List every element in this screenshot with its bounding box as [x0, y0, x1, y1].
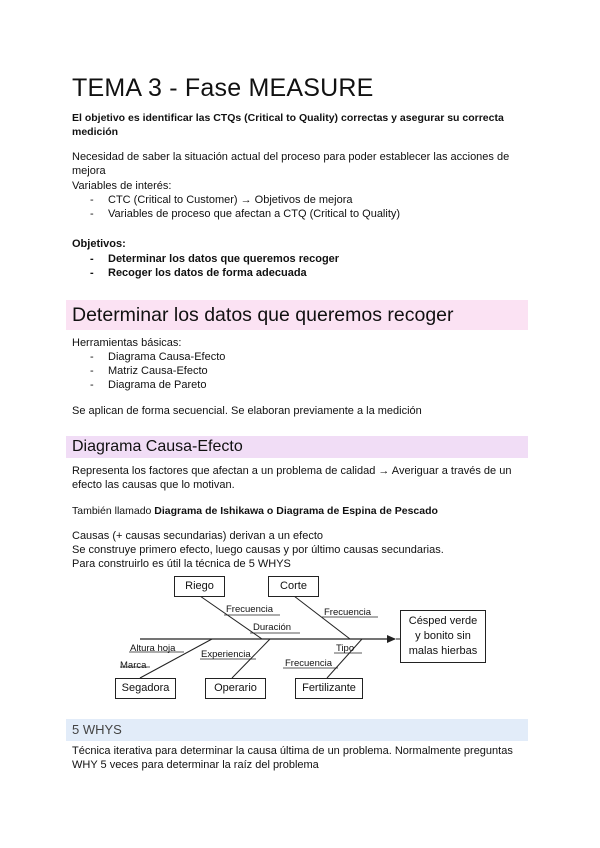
effect-label: Césped verde y bonito sin malas hierbas — [408, 615, 478, 657]
cause-box: Fertilizante — [295, 678, 363, 699]
tools-label: Herramientas básicas: — [72, 337, 182, 349]
list-item: - Recoger los datos de forma adecuada — [72, 266, 339, 280]
effect-box — [400, 610, 486, 663]
cause-box: Operario — [205, 678, 266, 699]
sub-cause-label: Frecuencia — [285, 658, 332, 669]
subsection-heading-band — [66, 719, 528, 741]
intro-objective: El objetivo es identificar las CTQs (Critical to Quality) correctas y asegurar su correcta medición — [72, 112, 504, 138]
list-item: - Matriz Causa-Efecto — [72, 364, 225, 378]
list-item: - Diagrama de Pareto — [72, 378, 225, 392]
section-heading: Determinar los datos que queremos recoger — [72, 304, 454, 326]
sub-cause-label: Tipo — [336, 643, 355, 654]
sub-cause-label: Frecuencia — [324, 607, 371, 618]
list-item: - Determinar los datos que queremos recoger — [72, 252, 339, 266]
objectives-label: Objetivos: — [72, 238, 126, 250]
cause-box: Corte — [268, 576, 319, 597]
cause-effect-description: Representa los factores que afectan a un problema de calidad → Averiguar a través de un efecto las causas que lo motivan. — [72, 465, 512, 491]
sub-cause-label: Experiencia — [201, 649, 251, 660]
sub-cause-label: Altura hoja — [130, 643, 176, 654]
also-called-prefix: También llamado — [72, 505, 155, 517]
subsection-heading: 5 WHYS — [72, 722, 122, 737]
sequential-note: Se aplican de forma secuencial. Se elaboran previamente a la medición — [72, 405, 422, 417]
also-called-names: Diagrama de Ishikawa o Diagrama de Espina de Pescado — [154, 505, 438, 517]
intro-paragraph: Necesidad de saber la situación actual del proceso para poder establecer las acciones de mejora — [72, 151, 510, 177]
causes-line: Causas (+ causas secundarias) derivan a un efecto — [72, 530, 324, 542]
sub-cause-label: Frecuencia — [226, 604, 273, 615]
subsection-heading: Diagrama Causa-Efecto — [72, 438, 243, 455]
cause-box: Riego — [174, 576, 225, 597]
page-title: TEMA 3 - Fase MEASURE — [72, 74, 374, 102]
cause-box: Segadora — [115, 678, 176, 699]
spine-arrowhead — [387, 635, 396, 643]
sub-cause-label: Duración — [253, 622, 292, 633]
construction-line: Se construye primero efecto, luego causas y por último causas secundarias. — [72, 544, 444, 556]
list-item: - Variables de proceso que afectan a CTQ (Critical to Quality) — [72, 207, 400, 221]
sub-cause-label: Marca — [120, 660, 147, 671]
list-item: - CTC (Critical to Customer) → Objetivos de mejora — [72, 193, 400, 207]
whys-hint: Para construirlo es útil la técnica de 5 WHYS — [72, 558, 291, 570]
variables-label: Variables de interés: — [72, 180, 172, 192]
whys-description: Técnica iterativa para determinar la causa última de un problema. Normalmente preguntas WHY 5 veces para determinar la raíz del problema — [72, 745, 513, 771]
list-item: - Diagrama Causa-Efecto — [72, 350, 225, 364]
